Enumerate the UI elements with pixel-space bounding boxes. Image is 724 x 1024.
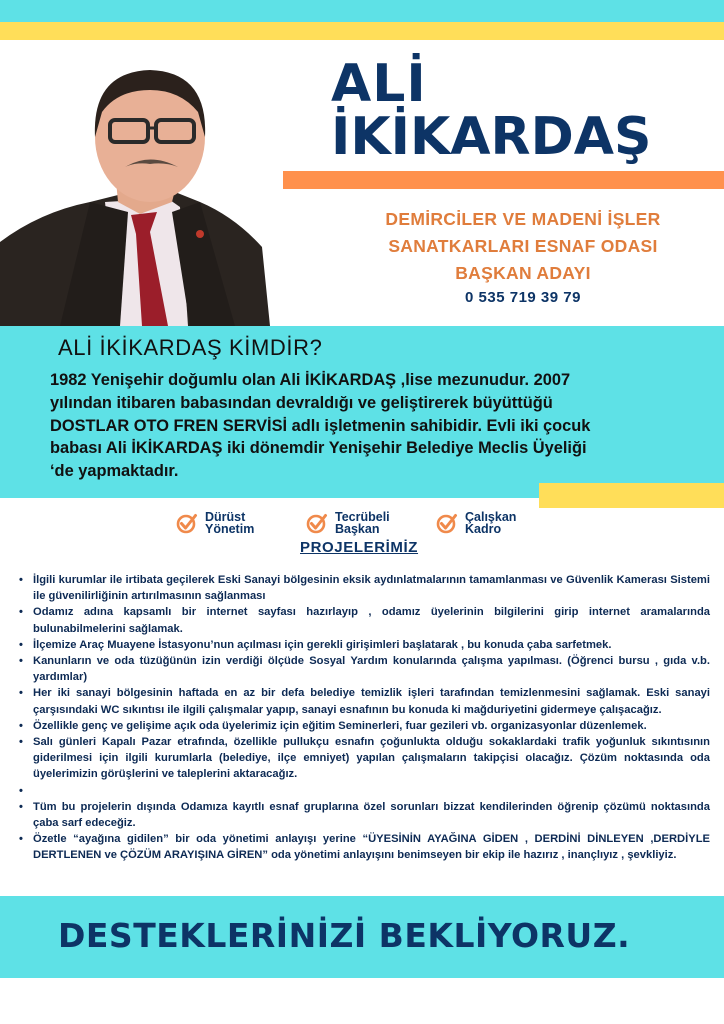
top-yellow-band [0,22,724,40]
value-item-experienced-president [306,509,390,537]
values-row [0,509,724,537]
value-label: Dürüst [205,510,246,524]
value-label: Çalışkan [465,510,517,524]
top-cyan-band [0,0,724,22]
bio-line: yılından itibaren babasından devraldığı ve geliştirerek büyüttüğü [50,393,553,412]
bio-yellow-accent [539,483,724,508]
check-circle-icon [306,512,328,534]
list-item: • Odamız adına kapsamlı bir internet sayfası hazırlayıp , odamız üyelerinin bilgilerini girip internet aramalarında bulunabilmelerini sağlamak. [18,604,710,636]
list-item: • Salı günleri Kapalı Pazar etrafında, özellikle pullukçu esnafın çoğunlukta olduğu sokaklardaki trafik yoğunluk sıkıntısının giderilmesi için ilgili kurumlarla (belediye, ilçe emniyet) yapılan çalışmaların takipçisi olacağız. Çözüm noktasında oda üyelerimizin görüşlerini ve taleplerini aktaracağız. [18,734,710,783]
check-circle-icon [176,512,198,534]
list-item: • Kanunların ve oda tüzüğünün izin verdiği ölçüde Sosyal Yardım konularında çalışma yapılması. (Öğrenci bursu , gıda v.b. yardımlar) [18,653,710,685]
list-item: • Özetle “ayağına gidilen” bir oda yönetimi anlayışı yerine “ÜYESİNİN AYAĞINA GİDEN , DERDİNİ DİNLEYEN ,DERDİYLE DERTLENEN ve ÇÖZÜM ARAYIŞINA GİREN” oda yönetimi anlayışını benimseyen bir ekip ile hazırız , inançlıyız , şevkliyiz. [18,831,710,863]
check-circle-icon [436,512,458,534]
phone-number: 0 535 719 39 79 [465,289,581,306]
list-item-empty [18,783,710,799]
list-item: • Özellikle genç ve gelişime açık oda üyelerimiz için eğitim Seminerleri, fuar gezileri vb. organizasyonlar düzenlemek. [18,718,710,734]
value-item-hardworking-team [436,509,516,537]
list-item: • Tüm bu projelerin dışında Odamıza kayıtlı esnaf gruplarına özel sorunları bizzat kendilerinden öğrenip çözümü noktasında çaba sarf edeceğiz. [18,799,710,831]
position-line: SANATKARLARI ESNAF ODASI [388,236,658,256]
projects-list [18,572,710,864]
bio-line: DOSTLAR OTO FREN SERVİSİ adlı işletmenin sahibidir. Evli iki çocuk [50,416,591,435]
projects-title: PROJELERİMİZ [300,539,419,556]
value-label: Başkan [335,522,380,536]
value-label: Tecrübeli [335,510,390,524]
position-line: DEMİRCİLER VE MADENİ İŞLER [385,209,661,229]
value-label: Yönetim [205,522,255,536]
list-item: • Her iki sanayi bölgesinin haftada en az bir defa belediye temizlik işleri tarafından temizlenmesini sağlamak. Eski sanayi çarşısındaki WC sıkıntısı ile ilgili çalışmalar yapıp, sanayi esnafının bu konuda ki mağduriyetini gidermeye çalışacağız. [18,685,710,717]
candidate-last-name: İKİKARDAŞ [331,107,652,167]
list-item: • İlgili kurumlar ile irtibata geçilerek Eski Sanayi bölgesinin eksik aydınlatmalarının tamamlanması ve Güvenlik Kamerası Sistemi ile güvenilirliğinin artırılmasının sağlanması [18,572,710,604]
footer-slogan: DESTEKLERİNİZİ BEKLİYORUZ. [58,916,631,955]
candidate-photo [0,52,275,326]
position-line: BAŞKAN ADAYI [455,263,591,283]
value-item-honest-management [176,509,254,537]
candidate-first-name: ALİ [331,54,427,114]
candidate-position [336,206,710,287]
bio-line: 1982 Yenişehir doğumlu olan Ali İKİKARDAŞ ,lise mezunudur. 2007 [50,371,571,389]
list-item: • İlçemize Araç Muayene İstasyonu’nun açılması için gerekli girişimleri başlatarak , bu konuda çaba sarfetmek. [18,637,710,653]
candidate-portrait-icon [0,52,275,326]
bio-line: babası Ali İKİKARDAŞ iki dönemdir Yenişehir Belediye Meclis Üyeliği [50,439,587,458]
bio-line: ‘de yapmaktadır. [50,462,179,481]
bio-heading: ALİ İKİKARDAŞ KİMDİR? [58,335,323,360]
value-label: Kadro [465,522,502,536]
bio-text [50,369,690,483]
orange-accent-bar [283,171,724,189]
